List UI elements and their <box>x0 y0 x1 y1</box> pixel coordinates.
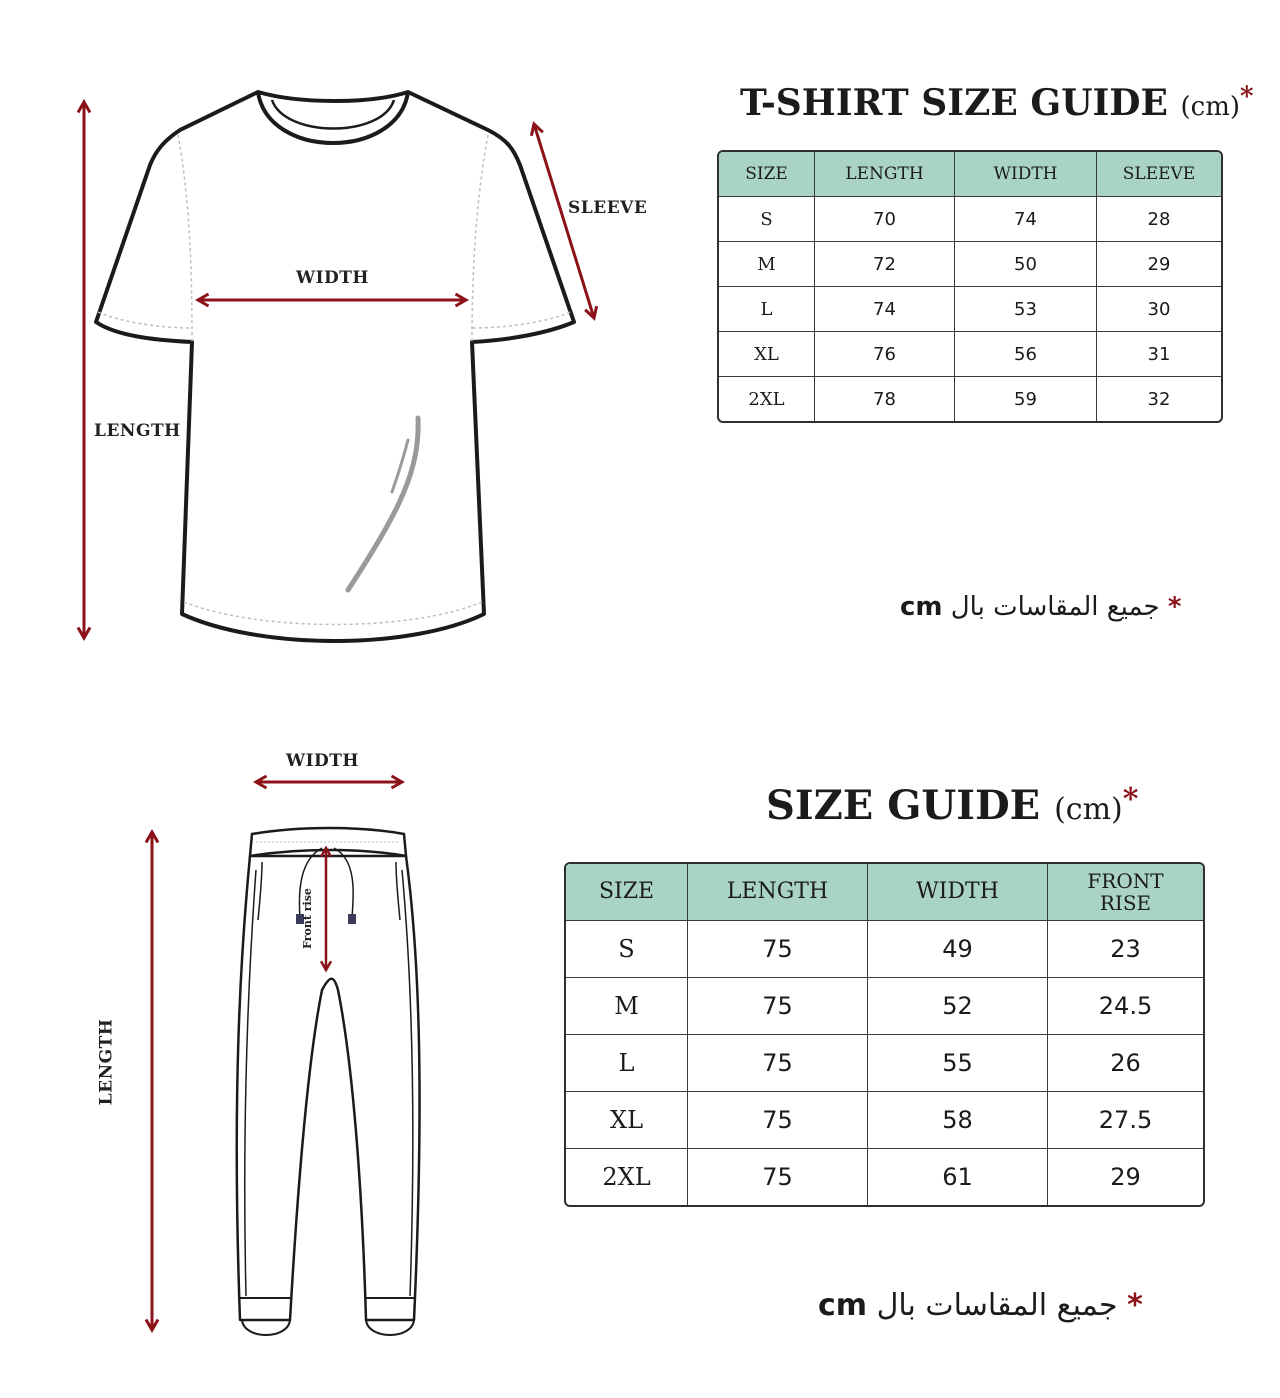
header-size: SIZE <box>719 152 815 197</box>
tshirt-title-text: T-SHIRT SIZE GUIDE <box>740 82 1168 124</box>
cell-size: S <box>566 921 688 978</box>
cell-length: 75 <box>688 1092 868 1149</box>
cell-width: 58 <box>868 1092 1048 1149</box>
cell-width: 52 <box>868 978 1048 1035</box>
tshirt-width-label: WIDTH <box>296 268 369 288</box>
cell-size: XL <box>719 332 815 377</box>
table-row <box>566 1035 1203 1092</box>
tshirt-sleeve-label: SLEEVE <box>568 198 648 218</box>
cell-width: 74 <box>955 197 1097 242</box>
pants-width-label: WIDTH <box>286 751 359 771</box>
cell-size: XL <box>566 1092 688 1149</box>
table-header-row <box>566 864 1203 921</box>
cell-length: 76 <box>815 332 955 377</box>
pants-title-star: * <box>1122 782 1139 817</box>
table-row <box>566 921 1203 978</box>
cell-length: 75 <box>688 978 868 1035</box>
header-sleeve: SLEEVE <box>1097 152 1221 197</box>
pants-title-text: SIZE GUIDE <box>766 782 1041 829</box>
cell-length: 78 <box>815 377 955 421</box>
header-length: LENGTH <box>815 152 955 197</box>
pants-length-label: LENGTH <box>96 1018 117 1106</box>
cell-width: 49 <box>868 921 1048 978</box>
cell-width: 59 <box>955 377 1097 421</box>
cell-front-rise: 26 <box>1048 1035 1203 1092</box>
cell-sleeve: 28 <box>1097 197 1221 242</box>
cell-length: 75 <box>688 1149 868 1205</box>
cell-size: 2XL <box>719 377 815 421</box>
note-unit: cm <box>900 592 943 622</box>
cell-sleeve: 31 <box>1097 332 1221 377</box>
pants-outline <box>237 856 420 1320</box>
cell-width: 50 <box>955 242 1097 287</box>
tshirt-title-unit: (cm) <box>1180 92 1241 122</box>
cell-sleeve: 30 <box>1097 287 1221 332</box>
cell-size: M <box>566 978 688 1035</box>
cell-size: S <box>719 197 815 242</box>
cell-size: 2XL <box>566 1149 688 1205</box>
table-row <box>566 1092 1203 1149</box>
tshirt-title-star: * <box>1240 82 1254 112</box>
table-row <box>566 1149 1203 1205</box>
cell-front-rise: 29 <box>1110 1163 1141 1191</box>
cell-front-rise: 24.5 <box>1048 978 1203 1035</box>
header-width: WIDTH <box>955 152 1097 197</box>
cell-width: 61 <box>868 1149 1048 1205</box>
note-star: * <box>1127 1288 1143 1323</box>
cell-length: 75 <box>688 1035 868 1092</box>
cell-width: 55 <box>868 1035 1048 1092</box>
cell-front-rise: 23 <box>1048 921 1203 978</box>
cell-size: M <box>719 242 815 287</box>
cell-length: 75 <box>688 921 868 978</box>
cell-length: 74 <box>815 287 955 332</box>
cell-width: 56 <box>955 332 1097 377</box>
cell-front-rise: 27.5 <box>1048 1092 1203 1149</box>
pants-note <box>818 1288 1143 1323</box>
header-size: SIZE <box>566 864 688 921</box>
cell-size: L <box>719 287 815 332</box>
header-front-rise: FRONT RISE <box>1048 864 1203 921</box>
note-arabic: جميع المقاسات بال <box>876 1288 1118 1323</box>
note-star: * <box>1167 592 1182 622</box>
note-unit: cm <box>818 1288 868 1323</box>
cell-sleeve: 32 <box>1147 388 1171 410</box>
cell-sleeve: 29 <box>1097 242 1221 287</box>
header-width: WIDTH <box>868 864 1048 921</box>
pants-front-rise-label: Front rise <box>300 888 314 949</box>
tshirt-length-label: LENGTH <box>94 421 181 441</box>
pants-title-unit: (cm) <box>1054 792 1123 827</box>
pants-size-table <box>564 862 1205 1207</box>
cell-length: 72 <box>815 242 955 287</box>
cell-length: 70 <box>815 197 955 242</box>
cell-size: L <box>566 1035 688 1092</box>
note-arabic: جميع المقاسات بال <box>950 592 1160 622</box>
cell-width: 53 <box>955 287 1097 332</box>
pants-title <box>766 782 1138 829</box>
table-row <box>566 978 1203 1035</box>
header-length: LENGTH <box>688 864 868 921</box>
